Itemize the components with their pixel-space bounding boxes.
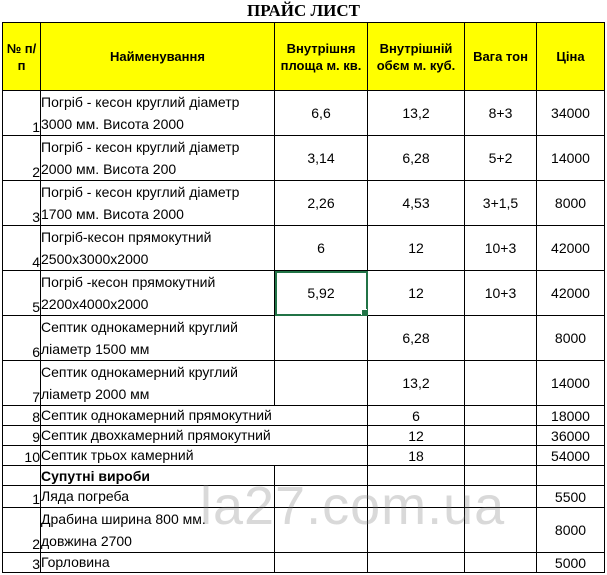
empty-cell[interactable] [465, 466, 537, 486]
table-row [3, 361, 605, 406]
name-line-1: Драбина ширина 800 мм. [41, 511, 206, 527]
empty-cell[interactable] [275, 466, 368, 486]
page-title: ПРАЙС ЛИСТ [247, 1, 360, 20]
row-name[interactable] [41, 226, 275, 271]
row-num[interactable]: 4 [3, 226, 41, 271]
empty-cell[interactable] [368, 486, 465, 508]
row-price[interactable]: 36000 [537, 426, 605, 446]
row-volume[interactable]: 12 [368, 226, 465, 271]
table-row [3, 426, 605, 446]
cell-value: 5,92 [307, 285, 335, 301]
row-name[interactable]: Горловина [41, 553, 275, 573]
table-row [3, 271, 605, 316]
row-name[interactable]: Ляда погреба [41, 486, 275, 508]
name-line-2: ліаметр 1500 мм [41, 341, 150, 357]
section-title[interactable]: Супутні вироби [41, 466, 275, 486]
name-line-1: Погріб-кесон прямокутний [41, 229, 212, 245]
section-row [3, 466, 605, 486]
row-area[interactable]: 6 [275, 226, 368, 271]
row-area[interactable]: 2,26 [275, 181, 368, 226]
row-weight[interactable] [465, 446, 537, 466]
row-weight[interactable] [465, 426, 537, 446]
row-price[interactable]: 42000 [537, 271, 605, 316]
row-price[interactable]: 42000 [537, 226, 605, 271]
table-row [3, 91, 605, 136]
table-row [3, 316, 605, 361]
row-price[interactable]: 8000 [537, 316, 605, 361]
row-name[interactable] [41, 508, 275, 553]
table-row [3, 181, 605, 226]
table-row [3, 406, 605, 426]
row-price[interactable]: 34000 [537, 91, 605, 136]
row-weight[interactable]: 8+3 [465, 91, 537, 136]
row-volume[interactable]: 12 [368, 271, 465, 316]
row-weight[interactable]: 5+2 [465, 136, 537, 181]
empty-cell[interactable] [275, 508, 368, 553]
row-num[interactable]: 7 [3, 361, 41, 406]
name-line-2: 2200х4000х2000 [41, 296, 149, 312]
name-line-1: Погріб - кесон круглий діаметр [41, 94, 240, 110]
header-row [3, 23, 605, 91]
row-area[interactable]: 6,6 [275, 91, 368, 136]
name-line-1: Погріб - кесон круглий діаметр [41, 184, 240, 200]
empty-cell[interactable] [368, 553, 465, 573]
header-volume: Внутрішній обєм м. куб. [368, 23, 465, 91]
row-name[interactable] [41, 181, 275, 226]
name-line-2: 3000 мм. Висота 2000 [41, 116, 184, 132]
row-price[interactable]: 5500 [537, 486, 605, 508]
header-num: № п/п [3, 23, 41, 91]
row-price[interactable]: 8000 [537, 508, 605, 553]
row-volume[interactable]: 4,53 [368, 181, 465, 226]
row-num[interactable]: 2 [3, 508, 41, 553]
name-line-1: Погріб - кесон круглий діаметр [41, 139, 240, 155]
empty-cell[interactable] [465, 553, 537, 573]
empty-cell[interactable] [537, 466, 605, 486]
row-num[interactable]: 8 [3, 406, 41, 426]
table-row [3, 486, 605, 508]
row-volume[interactable]: 12 [368, 426, 465, 446]
table-row [3, 136, 605, 181]
row-num[interactable]: 3 [3, 553, 41, 573]
row-weight[interactable] [465, 406, 537, 426]
row-num[interactable]: 1 [3, 91, 41, 136]
row-num[interactable]: 5 [3, 271, 41, 316]
empty-cell[interactable] [368, 466, 465, 486]
row-price[interactable]: 8000 [537, 181, 605, 226]
fill-handle[interactable] [361, 309, 368, 316]
row-price[interactable]: 14000 [537, 136, 605, 181]
row-weight[interactable]: 10+3 [465, 271, 537, 316]
name-line-2: 1700 мм. Висота 2000 [41, 206, 184, 222]
row-price[interactable]: 54000 [537, 446, 605, 466]
table-row [3, 553, 605, 573]
table-row [3, 226, 605, 271]
empty-cell[interactable] [465, 508, 537, 553]
row-volume[interactable]: 18 [368, 446, 465, 466]
row-volume[interactable]: 13,2 [368, 91, 465, 136]
header-weight: Вага тон [465, 23, 537, 91]
name-line-2: ліаметр 2000 мм [41, 386, 150, 402]
name-line-1: Погріб -кесон прямокутний [41, 274, 216, 290]
table-row [3, 446, 605, 466]
row-name[interactable] [41, 91, 275, 136]
row-num[interactable]: 9 [3, 426, 41, 446]
row-price[interactable]: 18000 [537, 406, 605, 426]
name-line-2: довжина 2700 [41, 533, 132, 549]
row-name[interactable] [41, 361, 275, 406]
watermark: la27.com.ua [200, 476, 506, 536]
name-line-2: 2500х3000х2000 [41, 251, 149, 267]
row-area[interactable] [275, 361, 368, 406]
empty-cell[interactable] [275, 553, 368, 573]
empty-cell[interactable] [368, 508, 465, 553]
row-num[interactable]: 3 [3, 181, 41, 226]
table-row [3, 508, 605, 553]
name-line-1: Септик однокамерний круглий [41, 319, 238, 335]
row-weight[interactable] [465, 316, 537, 361]
header-price: Ціна [537, 23, 605, 91]
selected-cell-area[interactable] [275, 271, 368, 316]
row-volume[interactable]: 6,28 [368, 136, 465, 181]
row-name[interactable] [41, 271, 275, 316]
row-weight[interactable] [465, 361, 537, 406]
header-name: Найменування [41, 23, 275, 91]
row-name[interactable]: Септик двохкамерний прямокутний [41, 426, 368, 446]
row-num[interactable]: 2 [3, 136, 41, 181]
name-line-2: 2000 мм. Висота 200 [41, 161, 177, 177]
empty-cell[interactable] [275, 486, 368, 508]
empty-cell[interactable] [465, 486, 537, 508]
header-area: Внутрішня площа м. кв. [275, 23, 368, 91]
name-line-1: Септик однокамерний круглий [41, 364, 238, 380]
row-area[interactable] [275, 316, 368, 361]
row-name[interactable] [41, 136, 275, 181]
row-price[interactable]: 5000 [537, 553, 605, 573]
row-volume[interactable]: 6 [368, 406, 465, 426]
row-name[interactable] [41, 316, 275, 361]
row-name[interactable]: Септик трьох камерний [41, 446, 368, 466]
row-volume[interactable]: 6,28 [368, 316, 465, 361]
row-area[interactable]: 3,14 [275, 136, 368, 181]
row-num[interactable]: 6 [3, 316, 41, 361]
row-name[interactable]: Септик однокамерний прямокутний [41, 406, 368, 426]
row-weight[interactable]: 10+3 [465, 226, 537, 271]
row-price[interactable]: 14000 [537, 361, 605, 406]
row-num[interactable]: 1 [3, 486, 41, 508]
price-table [2, 22, 605, 573]
row-volume[interactable]: 13,2 [368, 361, 465, 406]
row-num[interactable]: 10 [3, 446, 41, 466]
row-num[interactable] [3, 466, 41, 486]
row-weight[interactable]: 3+1,5 [465, 181, 537, 226]
